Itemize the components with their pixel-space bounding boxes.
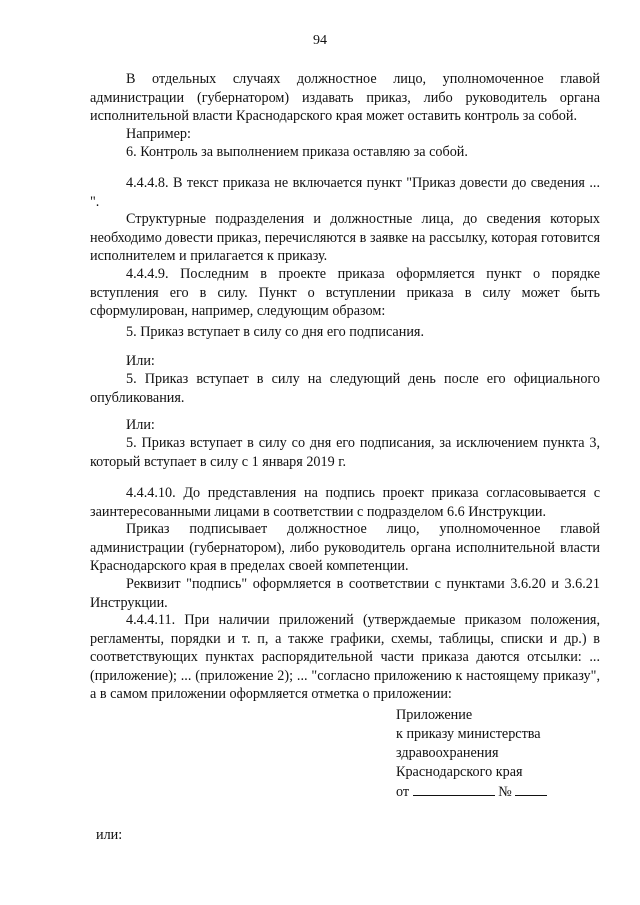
paragraph-text: 5. Приказ вступает в силу со дня его подписания, за исключением пункта 3, который вступает в силу с 1 января 2019 г. [90,435,600,470]
paragraph-text: Приказ подписывает должностное лицо, уполномоченное главой администрации (губернатором), либо руководитель органа исполнительной власти Краснодарского края в пределах своей компетенции. [90,521,600,574]
or-label-1 [90,352,600,371]
appendix-date-number-line [396,782,606,802]
paragraph-distribution [90,210,600,266]
closing-or-label [96,826,606,845]
paragraph-text: 4.4.4.10. До представления на подпись проект приказа согласовывается с заинтересованными лицами в соответствии с подразделом 6.6 Инструкции. [90,485,600,520]
paragraph-text: Или: [126,417,155,433]
date-label: от [396,784,410,800]
paragraph-control-exception [90,70,600,126]
paragraph-4-4-4-10 [90,484,600,521]
date-blank [413,782,495,796]
paragraph-text: 4.4.4.9. Последним в проекте приказа оформляется пункт о порядке вступления его в силу. Пункт о вступлении приказа в силу может быть сформулирован, например, следующим образом: [90,266,600,319]
paragraph-text: 4.4.4.8. В текст приказа не включается пункт "Приказ довести до сведения ... ". [90,175,600,210]
paragraph-signing [90,520,600,576]
appendix-mark [396,706,606,802]
paragraph-signature-requisite [90,575,600,612]
number-blank [515,782,547,796]
paragraph-example-label [90,125,600,144]
paragraph-text: Структурные подразделения и должностные лица, до сведения которых необходимо довести приказ, перечисляются в заявке на рассылку, которая готовится исполнителем и прилагается к приказу. [90,211,600,264]
paragraph-4-4-4-8 [90,174,600,211]
paragraph-example-item [90,143,600,162]
paragraph-4-4-4-9 [90,265,600,321]
appendix-line: здравоохранения [396,745,499,761]
paragraph-text: Реквизит "подпись" оформляется в соответствии с пунктами 3.6.20 и 3.6.21 Инструкции. [90,576,600,611]
paragraph-text: Например: [126,126,191,142]
paragraph-text: 4.4.4.11. При наличии приложений (утверждаемые приказом положения, регламенты, порядки и т. п, а также графики, схемы, таблицы, списки и др.) в соответствующих пунктах распорядительной части приказа даются отсылки: ... (приложение); ... (приложение 2); ... "согласно приложению к настоящему приказу", а в самом приложении оформляется отметка о приложении: [90,612,600,702]
paragraph-text: 6. Контроль за выполнением приказа оставляю за собой. [126,144,468,160]
example-item-1 [90,323,600,342]
paragraph-text: 5. Приказ вступает в силу на следующий день после его официального опубликования. [90,371,600,406]
appendix-line: к приказу министерства [396,726,541,742]
paragraph-text: Или: [126,353,155,369]
or-label-2 [90,416,600,435]
example-item-2 [90,370,600,407]
appendix-line: Краснодарского края [396,764,523,780]
page-number: 94 [313,33,327,48]
paragraph-text: В отдельных случаях должностное лицо, уполномоченное главой администрации (губернатором) издавать приказ, либо руководитель органа исполнительной власти Краснодарского края может оставить контроль за собой. [90,71,600,124]
appendix-line: Приложение [396,707,473,723]
paragraph-text: или: [96,827,123,843]
paragraph-4-4-4-11 [90,611,600,704]
paragraph-text: 5. Приказ вступает в силу со дня его подписания. [126,324,424,340]
example-item-3 [90,434,600,471]
number-label: № [498,784,512,800]
